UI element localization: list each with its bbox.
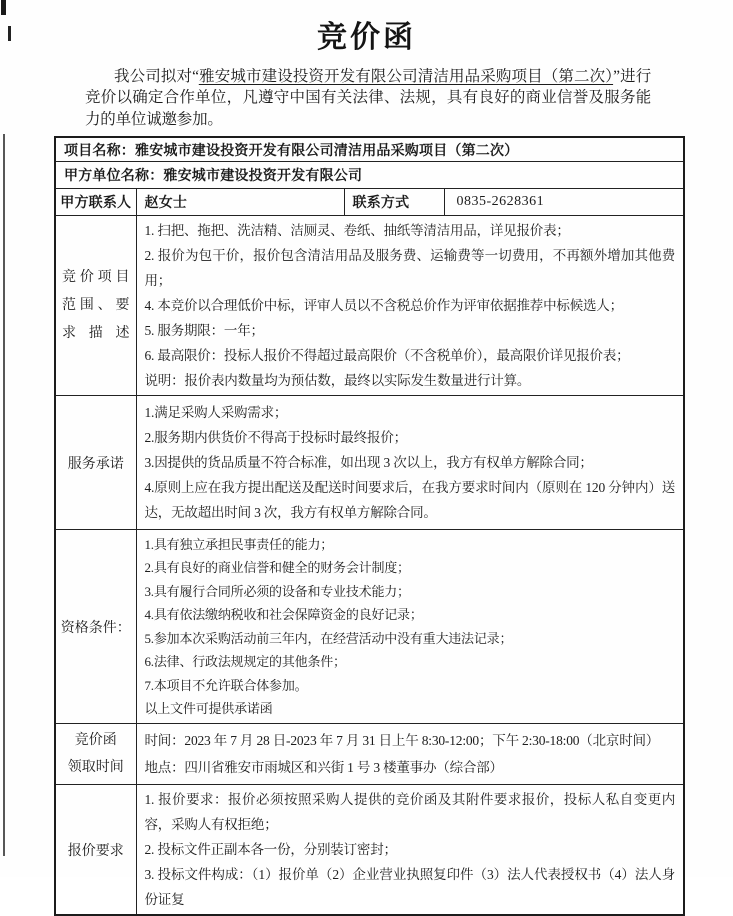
qualification-line: 4.具有依法缴纳税收和社会保障资金的良好记录； bbox=[144, 607, 423, 622]
qualification-line: 1.具有独立承担民事责任的能力； bbox=[144, 536, 334, 552]
service-promise-row bbox=[55, 396, 684, 530]
scope-line: 2. 报价为包干价，报价包含清洁用品及服务费、运输费等一切费用，不再额外增加其他费用； bbox=[144, 248, 676, 288]
qualification-row bbox=[55, 530, 684, 724]
scope-content bbox=[136, 216, 684, 396]
project-name-label: 项目名称： bbox=[64, 141, 135, 158]
scope-line: 1. 扫把、拖把、洗洁精、洁厕灵、卷纸、抽纸等清洁用品，详见报价表； bbox=[144, 223, 570, 238]
quotation-line: 2. 投标文件正副本各一份，分别装订密封； bbox=[144, 842, 397, 857]
contact-name: 赵女士 bbox=[136, 189, 344, 216]
collection-label-line: 竞价函 bbox=[74, 733, 117, 748]
scope-line: 5. 服务期限：一年； bbox=[144, 323, 264, 338]
project-name-value: 雅安城市建设投资开发有限公司清洁用品采购项目（第二次） bbox=[135, 141, 519, 158]
service-promise-content bbox=[136, 396, 684, 530]
quotation-line: 3. 投标文件构成：（1）报价单（2）企业营业执照复印件（3）法人代表授权书（4）法人身份证复 bbox=[144, 867, 676, 907]
qualification-line: 5.参加本次采购活动前三年内，在经营活动中没有重大违法记录； bbox=[144, 630, 513, 646]
intro-paragraph bbox=[85, 66, 651, 131]
contact-row bbox=[55, 189, 684, 216]
scan-artifact-mark bbox=[1, 0, 6, 15]
party-a-value: 雅安城市建设投资开发有限公司 bbox=[163, 167, 363, 183]
scan-artifact-line bbox=[3, 134, 5, 856]
project-name-underlined: 雅安城市建设投资开发有限公司清洁用品采购项目（第二次） bbox=[198, 67, 614, 85]
scan-artifact-mark bbox=[8, 26, 11, 41]
collection-label-line: 领取时间 bbox=[67, 760, 124, 775]
project-name-row bbox=[55, 137, 684, 162]
scope-line: 说明：报价表内数量均为预估数，最终以实际发生数量进行计算。 bbox=[144, 373, 531, 388]
qualification-line: 2.具有良好的商业信誉和健全的财务会计制度； bbox=[144, 560, 410, 575]
project-name-cell bbox=[55, 137, 684, 162]
qualification-line: 3.具有履行合同所必须的设备和专业技术能力； bbox=[144, 583, 410, 599]
quotation-requirement-content bbox=[136, 785, 684, 916]
collection-time-label bbox=[55, 724, 136, 785]
collection-time-content bbox=[136, 724, 684, 785]
service-promise-label: 服务承诺 bbox=[55, 396, 136, 530]
intro-suffix: ”进行竞价以确定合作单位，凡遵守中国有关法律、法规，具有良好的商业信誉及服务能力的单位诚邀参加。 bbox=[85, 67, 651, 128]
collection-time-line: 时间：2023 年 7 月 28 日-2023 年 7 月 31 日上午 8:30-12:00；下午 2:30-18:00（北京时间） bbox=[144, 733, 660, 748]
scope-row bbox=[55, 216, 684, 396]
scope-line: 6. 最高限价：投标人报价不得超过最高限价（不含税单价），最高限价详见报价表； bbox=[144, 348, 630, 363]
service-line: 1.满足采购人采购需求； bbox=[144, 405, 288, 420]
intro-prefix: 我公司拟对“ bbox=[114, 67, 199, 85]
party-a-cell bbox=[55, 162, 684, 189]
contact-phone: 0835-2628361 bbox=[444, 189, 684, 216]
quotation-line: 1. 报价要求：报价必须按照采购人提供的竞价函及其附件要求报价，投标人私自变更内容，采购人有权拒绝； bbox=[144, 792, 676, 832]
collection-place-line: 地点：四川省雅安市雨城区和兴街 1 号 3 楼董事办（综合部） bbox=[144, 760, 503, 775]
qualification-line: 7.本项目不允许联合体参加。 bbox=[144, 677, 308, 693]
qualification-content bbox=[136, 530, 684, 724]
page-title: 竞价函 bbox=[317, 21, 416, 54]
party-a-row bbox=[55, 162, 684, 189]
bidding-info-table bbox=[54, 136, 685, 916]
quotation-requirement-label: 报价要求 bbox=[55, 785, 136, 916]
scope-label: 竞价项目范围、要求描述 bbox=[55, 216, 136, 396]
qualification-line: 6.法律、行政法规规定的其他条件； bbox=[144, 654, 346, 669]
service-line: 2.服务期内供货价不得高于投标时最终报价； bbox=[144, 430, 407, 445]
service-line: 4.原则上应在我方提出配送及配送时间要求后，在我方要求时间内（原则在 120 分钟内）送达，无故超出时间 3 次，我方有权单方解除合同。 bbox=[144, 480, 676, 520]
collection-time-row bbox=[55, 724, 684, 785]
service-line: 3.因提供的货品质量不符合标准，如出现 3 次以上，我方有权单方解除合同； bbox=[144, 455, 593, 470]
quotation-requirement-row bbox=[55, 785, 684, 916]
scope-line: 4. 本竞价以合理低价中标，评审人员以不含税总价作为评审依据推荐中标候选人； bbox=[144, 298, 623, 313]
qualification-label: 资格条件： bbox=[55, 530, 136, 724]
contact-label: 甲方联系人 bbox=[55, 189, 136, 216]
party-a-label: 甲方单位名称： bbox=[64, 167, 164, 183]
qualification-line: 以上文件可提供承诺函 bbox=[144, 701, 273, 716]
contact-method-label: 联系方式 bbox=[344, 189, 444, 216]
